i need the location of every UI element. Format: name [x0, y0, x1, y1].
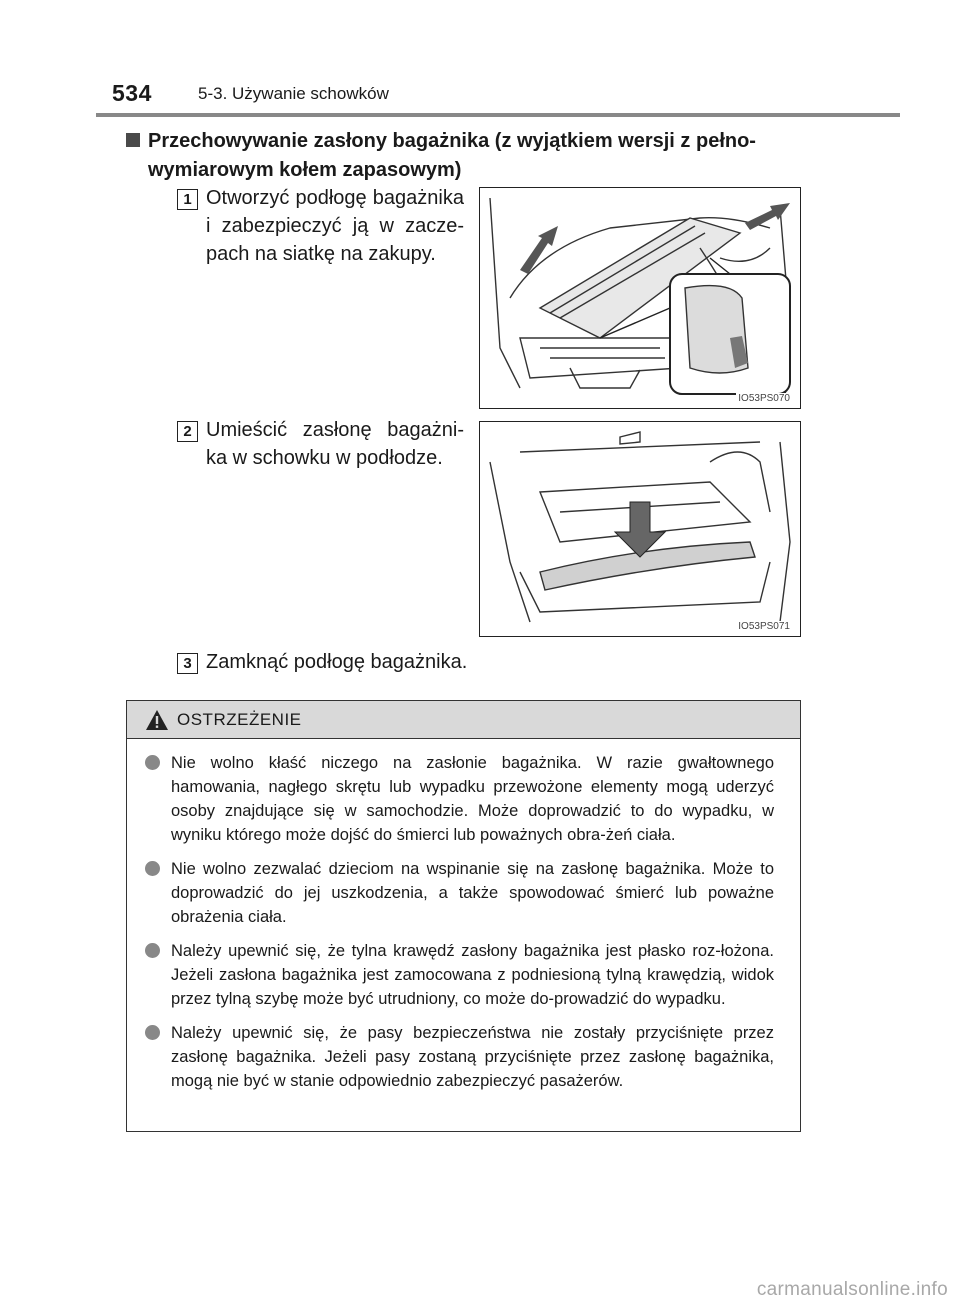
step-number-3: 3	[177, 653, 198, 674]
section-heading	[148, 127, 808, 185]
bullet-dot-icon	[145, 861, 160, 876]
watermark: carmanualsonline.info	[756, 1279, 948, 1300]
warning-item	[171, 751, 774, 847]
step-text-2: Umieścić zasłonę bagażni-ka w schowku w podłodze.	[206, 419, 464, 469]
warning-box	[126, 700, 801, 1132]
warning-title: OSTRZEŻENIE	[177, 710, 302, 729]
figure-code-1: IO53PS070	[738, 393, 790, 404]
step-number-1: 1	[177, 189, 198, 210]
warning-item	[171, 857, 774, 929]
step-text-1: Otworzyć podłogę bagażnika i zabezpieczyć ją w zacze-pach na siatkę na zakupy.	[206, 187, 464, 265]
figure-open-trunk-floor	[479, 187, 801, 409]
warning-item	[171, 1021, 774, 1093]
bullet-dot-icon	[145, 943, 160, 958]
step-number-2: 2	[177, 421, 198, 442]
warning-item-text: Należy upewnić się, że tylna krawędź zasłony bagażnika jest płasko roz-łożona. Jeżeli zasłona bagażnika jest zamocowana z podniesioną tylną krawędzią, widok przez tylną szybę może być utrudniony, co może do-prowadzić do wypadku.	[171, 942, 774, 1008]
warning-header	[127, 701, 800, 739]
warning-list	[127, 751, 800, 1103]
warning-item-text: Nie wolno zezwalać dzieciom na wspinanie się na zasłonę bagażnika. Może to doprowadzić do jej uszkodzenia, a także spowodować śmierć lub poważne obrażenia ciała.	[171, 860, 774, 926]
bullet-dot-icon	[145, 755, 160, 770]
section-heading-text: Przechowywanie zasłony bagażnika (z wyjątkiem wersji z pełno-wymiarowym kołem zapasowym)	[148, 130, 756, 181]
figure-stow-cover	[479, 421, 801, 637]
warning-item-text: Nie wolno kłaść niczego na zasłonie bagażnika. W razie gwałtownego hamowania, nagłego skrętu lub wypadku przewożone elementy mogą uderzyć osoby znajdujące się w samochodzie. Może doprowadzić to do wypadku, w wyniku którego może dojść do śmierci lub poważnych obra-żeń ciała.	[171, 754, 774, 844]
trunk-stow-illustration	[480, 422, 801, 637]
trunk-open-illustration	[480, 188, 801, 409]
section-header-title: 5-3. Używanie schowków	[198, 84, 389, 103]
warning-item-text: Należy upewnić się, że pasy bezpieczeństwa nie zostały przyciśnięte przez zasłonę bagażnika. Jeżeli pasy zostaną przyciśnięte przez zasłonę bagażnika, mogą nie być w stanie odpowiednio zabezpieczyć pasażerów.	[171, 1024, 774, 1090]
step-text-3: Zamknąć podłogę bagażnika.	[206, 651, 468, 673]
header-rule	[96, 113, 900, 117]
bullet-dot-icon	[145, 1025, 160, 1040]
square-bullet-icon	[126, 133, 140, 147]
figure-code-2: IO53PS071	[738, 621, 790, 632]
warning-triangle-icon	[145, 709, 169, 731]
warning-item	[171, 939, 774, 1011]
page-number: 534	[112, 80, 152, 106]
